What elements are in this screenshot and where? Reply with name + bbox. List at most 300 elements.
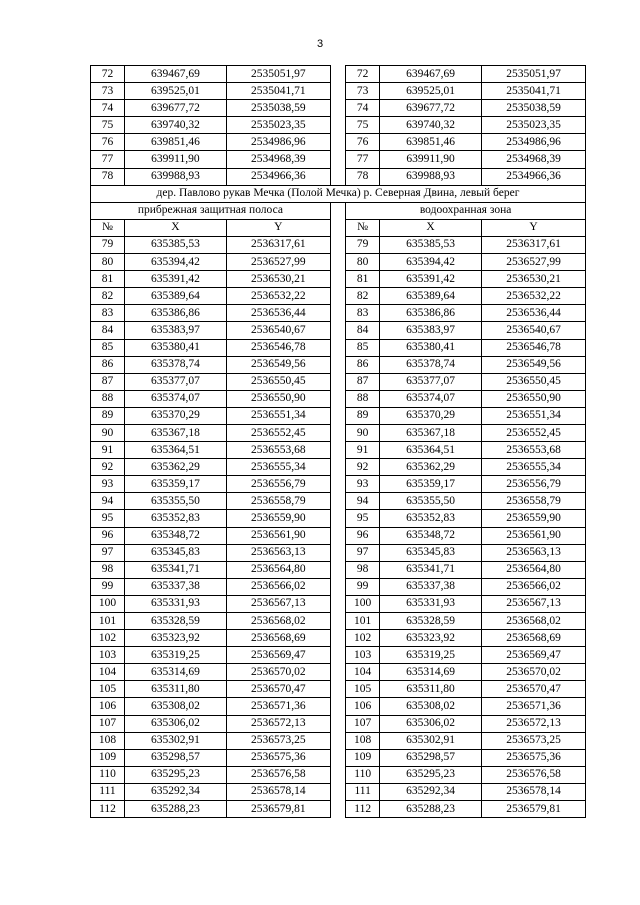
table-row bbox=[91, 373, 586, 390]
right-point-number-cell: 103 bbox=[346, 647, 380, 664]
left-x-cell: 635389,64 bbox=[124, 288, 226, 305]
left-x-cell: 639911,90 bbox=[124, 151, 226, 168]
column-gap bbox=[330, 407, 345, 424]
left-point-number-cell: 89 bbox=[91, 407, 125, 424]
left-point-number-cell: 81 bbox=[91, 271, 125, 288]
left-y-cell: 2536568,02 bbox=[226, 613, 330, 630]
right-y-cell: 2536564,80 bbox=[482, 561, 586, 578]
left-point-number-cell: 97 bbox=[91, 544, 125, 561]
right-x-cell: 635328,59 bbox=[380, 613, 482, 630]
column-gap bbox=[330, 613, 345, 630]
left-x-cell: 639677,72 bbox=[124, 100, 226, 117]
right-x-cell: 635391,42 bbox=[380, 271, 482, 288]
left-y-cell: 2536549,56 bbox=[226, 356, 330, 373]
column-gap bbox=[330, 271, 345, 288]
left-point-number-cell: 94 bbox=[91, 493, 125, 510]
left-y-cell: 2536566,02 bbox=[226, 578, 330, 595]
left-point-number-cell: 74 bbox=[91, 100, 125, 117]
left-x-cell: 635352,83 bbox=[124, 510, 226, 527]
left-y-cell: 2536570,47 bbox=[226, 681, 330, 698]
column-gap bbox=[330, 322, 345, 339]
right-y-cell: 2536567,13 bbox=[482, 595, 586, 612]
left-x-cell: 639467,69 bbox=[124, 66, 226, 83]
right-point-number-cell: 112 bbox=[346, 801, 380, 818]
right-y-cell: 2536576,58 bbox=[482, 766, 586, 783]
right-point-number-cell: 101 bbox=[346, 613, 380, 630]
right-point-number-cell: 99 bbox=[346, 578, 380, 595]
table-row bbox=[91, 151, 586, 168]
table-row bbox=[91, 698, 586, 715]
left-x-cell: 635362,29 bbox=[124, 459, 226, 476]
right-zone-header: водоохранная зона bbox=[346, 202, 586, 219]
right-y-cell: 2536561,90 bbox=[482, 527, 586, 544]
left-y-cell: 2536578,14 bbox=[226, 783, 330, 800]
right-x-cell: 635378,74 bbox=[380, 356, 482, 373]
section-title: дер. Павлово рукав Мечка (Полой Мечка) р. Северная Двина, левый берег bbox=[91, 185, 586, 202]
top-rows bbox=[91, 66, 586, 186]
table-row bbox=[91, 749, 586, 766]
right-y-cell: 2534966,36 bbox=[482, 168, 586, 185]
left-point-number-cell: 95 bbox=[91, 510, 125, 527]
column-gap bbox=[330, 801, 345, 818]
table-row bbox=[91, 476, 586, 493]
left-point-number-cell: 98 bbox=[91, 561, 125, 578]
column-gap bbox=[330, 356, 345, 373]
left-point-number-cell: 84 bbox=[91, 322, 125, 339]
right-x-cell: 635385,53 bbox=[380, 236, 482, 253]
column-gap bbox=[330, 527, 345, 544]
right-x-cell: 639740,32 bbox=[380, 117, 482, 134]
right-x-cell: 635359,17 bbox=[380, 476, 482, 493]
left-x-cell: 639740,32 bbox=[124, 117, 226, 134]
right-point-number-cell: 98 bbox=[346, 561, 380, 578]
table-row bbox=[91, 630, 586, 647]
right-point-number-cell: 106 bbox=[346, 698, 380, 715]
column-gap bbox=[330, 424, 345, 441]
left-y-cell: 2536579,81 bbox=[226, 801, 330, 818]
column-gap bbox=[330, 493, 345, 510]
bottom-rows bbox=[91, 236, 586, 817]
right-x-cell: 635352,83 bbox=[380, 510, 482, 527]
left-x-cell: 635295,23 bbox=[124, 766, 226, 783]
right-x-cell: 635362,29 bbox=[380, 459, 482, 476]
right-y-cell: 2536540,67 bbox=[482, 322, 586, 339]
right-y-cell: 2536527,99 bbox=[482, 254, 586, 271]
left-x-cell: 635385,53 bbox=[124, 236, 226, 253]
left-point-number-cell: 102 bbox=[91, 630, 125, 647]
right-x-cell: 635383,97 bbox=[380, 322, 482, 339]
left-x-cell: 635323,92 bbox=[124, 630, 226, 647]
left-point-number-cell: 96 bbox=[91, 527, 125, 544]
right-point-number-cell: 73 bbox=[346, 83, 380, 100]
column-gap bbox=[330, 390, 345, 407]
left-x-cell: 635391,42 bbox=[124, 271, 226, 288]
left-x-cell: 635383,97 bbox=[124, 322, 226, 339]
right-y-cell: 2534968,39 bbox=[482, 151, 586, 168]
left-y-cell: 2536571,36 bbox=[226, 698, 330, 715]
right-point-number-cell: 109 bbox=[346, 749, 380, 766]
left-y-cell: 2536567,13 bbox=[226, 595, 330, 612]
left-x-cell: 635377,07 bbox=[124, 373, 226, 390]
right-x-cell: 635314,69 bbox=[380, 664, 482, 681]
left-x-cell: 635370,29 bbox=[124, 407, 226, 424]
right-point-number-cell: 83 bbox=[346, 305, 380, 322]
table-row bbox=[91, 578, 586, 595]
right-point-number-cell: 77 bbox=[346, 151, 380, 168]
left-y-cell: 2536573,25 bbox=[226, 732, 330, 749]
table-row bbox=[91, 783, 586, 800]
column-gap bbox=[330, 288, 345, 305]
col-header-number: № bbox=[346, 219, 380, 236]
table-row bbox=[91, 305, 586, 322]
left-point-number-cell: 109 bbox=[91, 749, 125, 766]
right-x-cell: 635389,64 bbox=[380, 288, 482, 305]
right-y-cell: 2536575,36 bbox=[482, 749, 586, 766]
left-point-number-cell: 77 bbox=[91, 151, 125, 168]
right-y-cell: 2536555,34 bbox=[482, 459, 586, 476]
right-x-cell: 635288,23 bbox=[380, 801, 482, 818]
left-x-cell: 635328,59 bbox=[124, 613, 226, 630]
right-x-cell: 635348,72 bbox=[380, 527, 482, 544]
left-x-cell: 639525,01 bbox=[124, 83, 226, 100]
col-header-y: Y bbox=[226, 219, 330, 236]
right-y-cell: 2536570,02 bbox=[482, 664, 586, 681]
right-point-number-cell: 111 bbox=[346, 783, 380, 800]
left-x-cell: 635348,72 bbox=[124, 527, 226, 544]
right-x-cell: 639988,93 bbox=[380, 168, 482, 185]
right-point-number-cell: 76 bbox=[346, 134, 380, 151]
table-row bbox=[91, 442, 586, 459]
right-x-cell: 635355,50 bbox=[380, 493, 482, 510]
left-point-number-cell: 83 bbox=[91, 305, 125, 322]
left-point-number-cell: 78 bbox=[91, 168, 125, 185]
col-header-x: X bbox=[380, 219, 482, 236]
table-row bbox=[91, 288, 586, 305]
left-x-cell: 635331,93 bbox=[124, 595, 226, 612]
right-y-cell: 2536568,02 bbox=[482, 613, 586, 630]
page-number: 3 bbox=[316, 38, 324, 50]
left-x-cell: 635288,23 bbox=[124, 801, 226, 818]
column-gap bbox=[330, 544, 345, 561]
column-gap bbox=[330, 305, 345, 322]
right-point-number-cell: 80 bbox=[346, 254, 380, 271]
left-point-number-cell: 80 bbox=[91, 254, 125, 271]
left-y-cell: 2536556,79 bbox=[226, 476, 330, 493]
right-point-number-cell: 100 bbox=[346, 595, 380, 612]
table-row bbox=[91, 595, 586, 612]
left-x-cell: 635386,86 bbox=[124, 305, 226, 322]
column-gap bbox=[330, 151, 345, 168]
left-y-cell: 2535051,97 bbox=[226, 66, 330, 83]
left-point-number-cell: 72 bbox=[91, 66, 125, 83]
right-point-number-cell: 96 bbox=[346, 527, 380, 544]
col-header-y: Y bbox=[482, 219, 586, 236]
table-row bbox=[91, 322, 586, 339]
table-row bbox=[91, 732, 586, 749]
right-point-number-cell: 81 bbox=[346, 271, 380, 288]
left-y-cell: 2536553,68 bbox=[226, 442, 330, 459]
left-point-number-cell: 100 bbox=[91, 595, 125, 612]
right-x-cell: 639467,69 bbox=[380, 66, 482, 83]
right-y-cell: 2536570,47 bbox=[482, 681, 586, 698]
left-y-cell: 2536527,99 bbox=[226, 254, 330, 271]
left-y-cell: 2536552,45 bbox=[226, 424, 330, 441]
right-y-cell: 2536573,25 bbox=[482, 732, 586, 749]
table-row bbox=[91, 356, 586, 373]
right-point-number-cell: 85 bbox=[346, 339, 380, 356]
right-point-number-cell: 95 bbox=[346, 510, 380, 527]
left-x-cell: 635314,69 bbox=[124, 664, 226, 681]
column-gap bbox=[330, 578, 345, 595]
right-x-cell: 635319,25 bbox=[380, 647, 482, 664]
left-x-cell: 635359,17 bbox=[124, 476, 226, 493]
right-x-cell: 639851,46 bbox=[380, 134, 482, 151]
left-y-cell: 2536575,36 bbox=[226, 749, 330, 766]
column-gap bbox=[330, 749, 345, 766]
column-gap bbox=[330, 117, 345, 134]
right-x-cell: 635377,07 bbox=[380, 373, 482, 390]
right-y-cell: 2536556,79 bbox=[482, 476, 586, 493]
left-point-number-cell: 112 bbox=[91, 801, 125, 818]
right-point-number-cell: 87 bbox=[346, 373, 380, 390]
right-x-cell: 639677,72 bbox=[380, 100, 482, 117]
left-point-number-cell: 99 bbox=[91, 578, 125, 595]
right-y-cell: 2536578,14 bbox=[482, 783, 586, 800]
right-point-number-cell: 84 bbox=[346, 322, 380, 339]
left-point-number-cell: 87 bbox=[91, 373, 125, 390]
left-y-cell: 2536569,47 bbox=[226, 647, 330, 664]
table-row bbox=[91, 254, 586, 271]
right-x-cell: 635367,18 bbox=[380, 424, 482, 441]
left-y-cell: 2536555,34 bbox=[226, 459, 330, 476]
right-point-number-cell: 91 bbox=[346, 442, 380, 459]
col-header-x: X bbox=[124, 219, 226, 236]
column-gap bbox=[330, 698, 345, 715]
table-row bbox=[91, 100, 586, 117]
column-gap bbox=[330, 442, 345, 459]
right-point-number-cell: 110 bbox=[346, 766, 380, 783]
column-gap bbox=[330, 168, 345, 185]
left-x-cell: 635374,07 bbox=[124, 390, 226, 407]
coordinates-table bbox=[90, 65, 586, 818]
right-point-number-cell: 72 bbox=[346, 66, 380, 83]
table-row bbox=[91, 83, 586, 100]
left-zone-header: прибрежная защитная полоса bbox=[91, 202, 331, 219]
column-gap bbox=[330, 732, 345, 749]
left-point-number-cell: 107 bbox=[91, 715, 125, 732]
table-row bbox=[91, 117, 586, 134]
column-gap bbox=[330, 459, 345, 476]
column-gap bbox=[330, 647, 345, 664]
table-row bbox=[91, 236, 586, 253]
right-y-cell: 2536572,13 bbox=[482, 715, 586, 732]
right-y-cell: 2536530,21 bbox=[482, 271, 586, 288]
right-point-number-cell: 92 bbox=[346, 459, 380, 476]
right-y-cell: 2536563,13 bbox=[482, 544, 586, 561]
table-row bbox=[91, 407, 586, 424]
right-y-cell: 2536568,69 bbox=[482, 630, 586, 647]
column-gap bbox=[330, 510, 345, 527]
right-point-number-cell: 104 bbox=[346, 664, 380, 681]
right-point-number-cell: 108 bbox=[346, 732, 380, 749]
right-y-cell: 2536317,61 bbox=[482, 236, 586, 253]
left-point-number-cell: 106 bbox=[91, 698, 125, 715]
left-y-cell: 2536536,44 bbox=[226, 305, 330, 322]
column-gap bbox=[330, 83, 345, 100]
right-point-number-cell: 93 bbox=[346, 476, 380, 493]
right-x-cell: 635298,57 bbox=[380, 749, 482, 766]
right-x-cell: 639525,01 bbox=[380, 83, 482, 100]
right-x-cell: 635374,07 bbox=[380, 390, 482, 407]
table-row bbox=[91, 801, 586, 818]
right-point-number-cell: 74 bbox=[346, 100, 380, 117]
table-row bbox=[91, 459, 586, 476]
right-y-cell: 2534986,96 bbox=[482, 134, 586, 151]
left-point-number-cell: 101 bbox=[91, 613, 125, 630]
left-x-cell: 639988,93 bbox=[124, 168, 226, 185]
right-y-cell: 2536550,45 bbox=[482, 373, 586, 390]
right-y-cell: 2535038,59 bbox=[482, 100, 586, 117]
left-point-number-cell: 86 bbox=[91, 356, 125, 373]
column-gap bbox=[330, 766, 345, 783]
left-point-number-cell: 82 bbox=[91, 288, 125, 305]
left-y-cell: 2535038,59 bbox=[226, 100, 330, 117]
right-point-number-cell: 94 bbox=[346, 493, 380, 510]
right-x-cell: 635311,80 bbox=[380, 681, 482, 698]
table-row bbox=[91, 715, 586, 732]
column-gap bbox=[330, 783, 345, 800]
table-row bbox=[91, 510, 586, 527]
left-point-number-cell: 103 bbox=[91, 647, 125, 664]
right-x-cell: 635308,02 bbox=[380, 698, 482, 715]
left-point-number-cell: 111 bbox=[91, 783, 125, 800]
table-row bbox=[91, 681, 586, 698]
right-x-cell: 635364,51 bbox=[380, 442, 482, 459]
right-y-cell: 2536579,81 bbox=[482, 801, 586, 818]
column-gap bbox=[330, 476, 345, 493]
right-x-cell: 635345,83 bbox=[380, 544, 482, 561]
right-y-cell: 2536551,34 bbox=[482, 407, 586, 424]
left-y-cell: 2536551,34 bbox=[226, 407, 330, 424]
left-y-cell: 2534986,96 bbox=[226, 134, 330, 151]
left-x-cell: 635341,71 bbox=[124, 561, 226, 578]
right-y-cell: 2535051,97 bbox=[482, 66, 586, 83]
left-point-number-cell: 108 bbox=[91, 732, 125, 749]
left-x-cell: 635302,91 bbox=[124, 732, 226, 749]
left-y-cell: 2536561,90 bbox=[226, 527, 330, 544]
right-y-cell: 2535023,35 bbox=[482, 117, 586, 134]
right-y-cell: 2536571,36 bbox=[482, 698, 586, 715]
right-y-cell: 2536559,90 bbox=[482, 510, 586, 527]
section-header bbox=[91, 185, 586, 236]
table-row bbox=[91, 66, 586, 83]
right-point-number-cell: 78 bbox=[346, 168, 380, 185]
column-gap bbox=[330, 373, 345, 390]
table-row bbox=[91, 664, 586, 681]
left-x-cell: 635355,50 bbox=[124, 493, 226, 510]
left-y-cell: 2536563,13 bbox=[226, 544, 330, 561]
table-row bbox=[91, 766, 586, 783]
right-x-cell: 635292,34 bbox=[380, 783, 482, 800]
right-point-number-cell: 82 bbox=[346, 288, 380, 305]
table-row bbox=[91, 544, 586, 561]
column-gap bbox=[330, 134, 345, 151]
right-x-cell: 635306,02 bbox=[380, 715, 482, 732]
left-y-cell: 2536570,02 bbox=[226, 664, 330, 681]
column-gap bbox=[330, 339, 345, 356]
left-y-cell: 2535041,71 bbox=[226, 83, 330, 100]
left-y-cell: 2536572,13 bbox=[226, 715, 330, 732]
column-gap bbox=[330, 664, 345, 681]
left-y-cell: 2534968,39 bbox=[226, 151, 330, 168]
left-point-number-cell: 76 bbox=[91, 134, 125, 151]
right-point-number-cell: 88 bbox=[346, 390, 380, 407]
right-x-cell: 635323,92 bbox=[380, 630, 482, 647]
left-x-cell: 635364,51 bbox=[124, 442, 226, 459]
left-x-cell: 635337,38 bbox=[124, 578, 226, 595]
column-gap bbox=[330, 100, 345, 117]
table-row bbox=[91, 561, 586, 578]
column-gap bbox=[330, 630, 345, 647]
left-y-cell: 2536559,90 bbox=[226, 510, 330, 527]
left-x-cell: 635306,02 bbox=[124, 715, 226, 732]
right-point-number-cell: 102 bbox=[346, 630, 380, 647]
left-y-cell: 2534966,36 bbox=[226, 168, 330, 185]
table-row bbox=[91, 613, 586, 630]
right-y-cell: 2536569,47 bbox=[482, 647, 586, 664]
left-y-cell: 2536550,45 bbox=[226, 373, 330, 390]
right-point-number-cell: 86 bbox=[346, 356, 380, 373]
left-point-number-cell: 90 bbox=[91, 424, 125, 441]
left-y-cell: 2536564,80 bbox=[226, 561, 330, 578]
right-y-cell: 2536552,45 bbox=[482, 424, 586, 441]
left-x-cell: 635298,57 bbox=[124, 749, 226, 766]
left-x-cell: 635311,80 bbox=[124, 681, 226, 698]
right-y-cell: 2536532,22 bbox=[482, 288, 586, 305]
left-x-cell: 635367,18 bbox=[124, 424, 226, 441]
column-gap bbox=[330, 254, 345, 271]
right-x-cell: 635302,91 bbox=[380, 732, 482, 749]
table-row bbox=[91, 493, 586, 510]
right-point-number-cell: 107 bbox=[346, 715, 380, 732]
table-row bbox=[91, 271, 586, 288]
column-gap bbox=[330, 715, 345, 732]
right-x-cell: 635370,29 bbox=[380, 407, 482, 424]
left-point-number-cell: 91 bbox=[91, 442, 125, 459]
right-y-cell: 2536553,68 bbox=[482, 442, 586, 459]
right-y-cell: 2536566,02 bbox=[482, 578, 586, 595]
right-point-number-cell: 105 bbox=[346, 681, 380, 698]
left-y-cell: 2536546,78 bbox=[226, 339, 330, 356]
left-point-number-cell: 110 bbox=[91, 766, 125, 783]
right-x-cell: 635386,86 bbox=[380, 305, 482, 322]
right-point-number-cell: 75 bbox=[346, 117, 380, 134]
right-y-cell: 2536550,90 bbox=[482, 390, 586, 407]
right-x-cell: 639911,90 bbox=[380, 151, 482, 168]
left-y-cell: 2536558,79 bbox=[226, 493, 330, 510]
right-point-number-cell: 90 bbox=[346, 424, 380, 441]
table-row bbox=[91, 527, 586, 544]
column-gap bbox=[330, 595, 345, 612]
left-x-cell: 635394,42 bbox=[124, 254, 226, 271]
column-gap bbox=[330, 681, 345, 698]
left-point-number-cell: 92 bbox=[91, 459, 125, 476]
table-row bbox=[91, 424, 586, 441]
left-x-cell: 639851,46 bbox=[124, 134, 226, 151]
table-row bbox=[91, 390, 586, 407]
right-x-cell: 635337,38 bbox=[380, 578, 482, 595]
column-gap bbox=[330, 66, 345, 83]
